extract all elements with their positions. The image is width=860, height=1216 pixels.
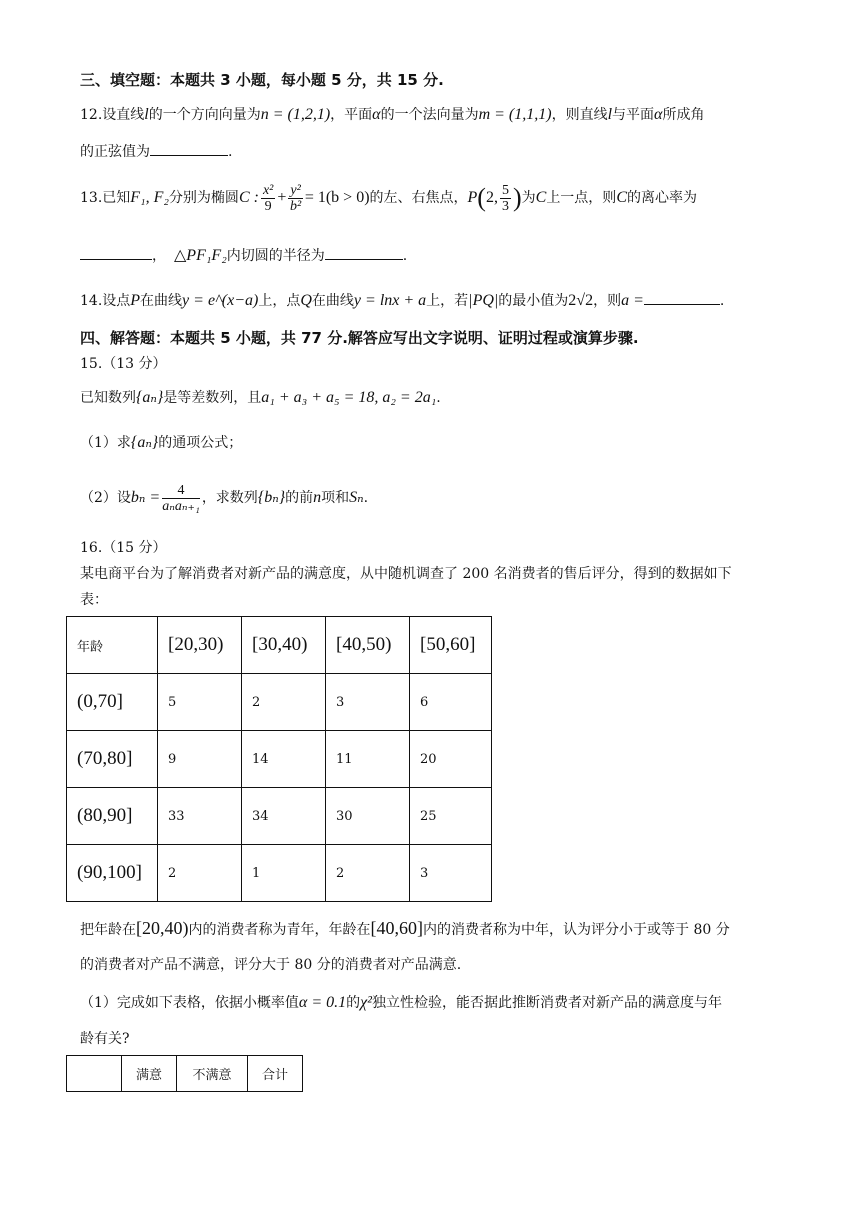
q15-sn: Sₙ bbox=[349, 489, 364, 506]
table-score-cell: (90,100] bbox=[67, 845, 158, 902]
table-age-col: [30,40) bbox=[242, 617, 326, 674]
survey-table bbox=[66, 616, 492, 902]
table-cell: 2 bbox=[242, 674, 326, 731]
q14-text: 在曲线 bbox=[140, 293, 183, 309]
q14-text: 上，若 bbox=[426, 293, 469, 309]
q12-line-l: l bbox=[607, 106, 613, 123]
q16-chi-square: χ² bbox=[360, 994, 372, 1011]
q16-text: （1）完成如下表格，依据小概率值 bbox=[80, 995, 299, 1011]
q12-plane-alpha: α bbox=[654, 106, 663, 123]
q15-text: 是等差数列，且 bbox=[163, 390, 262, 406]
q16-young-range: [20,40) bbox=[136, 918, 189, 938]
q14-text: ，则 bbox=[593, 293, 622, 309]
q12-text: 的正弦值为 bbox=[80, 144, 150, 160]
q14-point-q: Q bbox=[300, 292, 312, 309]
contingency-header-row bbox=[67, 1056, 303, 1092]
table-cell: 25 bbox=[410, 788, 492, 845]
table-cell: 34 bbox=[242, 788, 326, 845]
q12-text: 12.设直线 bbox=[80, 107, 145, 123]
q13-text: . bbox=[402, 248, 408, 264]
q15-text: 已知数列 bbox=[80, 390, 136, 406]
q13-text: 的离心率为 bbox=[626, 190, 697, 206]
table-age-col: [20,30) bbox=[158, 617, 242, 674]
question-16-stem-line1: 某电商平台为了解消费者对新产品的满意度，从中随机调查了 200 名消费者的售后评分，得到的数据如下 bbox=[80, 566, 732, 582]
q13-eccentricity-blank[interactable] bbox=[80, 245, 152, 260]
q15-text: （1）求 bbox=[80, 435, 131, 451]
question-15-part1 bbox=[80, 433, 242, 453]
q16-middle-range: [40,60] bbox=[370, 918, 423, 938]
q14-text: 的最小值为 bbox=[498, 293, 569, 309]
contingency-header-total: 合计 bbox=[248, 1056, 303, 1092]
section3-heading: 三、填空题：本题共 3 小题，每小题 5 分，共 15 分. bbox=[80, 71, 444, 89]
q13-text: 上一点，则 bbox=[546, 190, 617, 206]
q15-bn-def: bₙ = bbox=[130, 489, 161, 506]
q14-curve-2: y = lnx + a bbox=[353, 292, 427, 309]
table-cell: 2 bbox=[158, 845, 242, 902]
q13-ellipse-condition: = 1(b > 0) bbox=[304, 189, 370, 206]
q15-n: n bbox=[313, 489, 322, 506]
q12-normal-vector: m = (1,1,1) bbox=[478, 106, 552, 123]
q14-answer-blank[interactable] bbox=[644, 290, 720, 305]
q12-answer-blank[interactable] bbox=[150, 141, 228, 156]
q12-text: 所成角 bbox=[662, 107, 705, 123]
q14-text: 14.设点 bbox=[80, 293, 131, 309]
table-row bbox=[67, 674, 492, 731]
table-cell: 2 bbox=[326, 845, 410, 902]
q13-text: 为 bbox=[521, 190, 536, 206]
table-age-col: [50,60] bbox=[410, 617, 492, 674]
q13-fraction-five-thirds: $\frac{5}{3}$ bbox=[501, 182, 509, 214]
q13-point-x: 2, bbox=[485, 189, 498, 206]
q12-text: ，则直线 bbox=[551, 107, 608, 123]
q16-text: 内的消费者称为中年，认为评分小于或等于 80 分 bbox=[423, 922, 730, 938]
q15-text: 项和 bbox=[321, 490, 350, 506]
table-cell: 14 bbox=[242, 731, 326, 788]
q14-min-value: 2√2 bbox=[568, 292, 594, 309]
question-15-stem bbox=[80, 388, 441, 408]
table-cell: 11 bbox=[326, 731, 410, 788]
q16-text: 把年龄在 bbox=[80, 922, 136, 938]
q15-sequence-b: {bₙ} bbox=[257, 489, 286, 506]
table-header-row bbox=[67, 617, 492, 674]
table-cell: 1 bbox=[242, 845, 326, 902]
table-score-cell: (70,80] bbox=[67, 731, 158, 788]
question-13-line2 bbox=[80, 245, 407, 266]
q14-point-p: P bbox=[130, 292, 141, 309]
q13-text: 分别为椭圆 bbox=[168, 190, 239, 206]
q15-text: . bbox=[363, 490, 369, 506]
q16-alpha-value: α = 0.1 bbox=[298, 994, 347, 1011]
q13-ellipse-c: C bbox=[616, 189, 627, 206]
question-16-part1-line1 bbox=[80, 993, 722, 1013]
question-14 bbox=[80, 290, 724, 311]
question-12-line2 bbox=[80, 141, 232, 162]
q12-text: 与平面 bbox=[612, 107, 655, 123]
table-row bbox=[67, 731, 492, 788]
q13-radius-blank[interactable] bbox=[325, 245, 403, 260]
q15-text: . bbox=[436, 390, 441, 406]
table-cell: 30 bbox=[326, 788, 410, 845]
table-age-col: [40,50) bbox=[326, 617, 410, 674]
q15-text: （2）设 bbox=[80, 490, 131, 506]
question-16-label: 16.（15 分） bbox=[80, 540, 167, 556]
q12-plane-alpha: α bbox=[372, 106, 381, 123]
q13-fraction-y: $\frac{\text{y²}}{\text{b²}}$ bbox=[290, 182, 302, 214]
table-cell: 9 bbox=[158, 731, 242, 788]
q13-foci: F₁, F₂ bbox=[130, 189, 169, 206]
question-12-line1 bbox=[80, 105, 704, 125]
q14-text: 上，点 bbox=[258, 293, 301, 309]
q15-fraction: $\frac{4}{\text{aₙaₙ₊₁}}$ bbox=[162, 482, 200, 514]
q13-text: 内切圆的半径为 bbox=[226, 248, 325, 264]
table-score-cell: (0,70] bbox=[67, 674, 158, 731]
section4-heading: 四、解答题：本题共 5 小题，共 77 分.解答应写出文字说明、证明过程或演算步骤. bbox=[80, 329, 639, 347]
q13-ellipse-label: C : bbox=[238, 189, 259, 206]
table-cell: 20 bbox=[410, 731, 492, 788]
contingency-table bbox=[66, 1055, 303, 1092]
q12-text: 的一个方向向量为 bbox=[148, 107, 261, 123]
table-cell: 33 bbox=[158, 788, 242, 845]
contingency-header-unsatisfied: 不满意 bbox=[177, 1056, 248, 1092]
table-cell: 3 bbox=[410, 845, 492, 902]
q13-text: ， bbox=[152, 248, 166, 264]
q12-text: 的一个法向量为 bbox=[380, 107, 479, 123]
q16-text: 的 bbox=[346, 995, 361, 1011]
question-15-part2 bbox=[80, 478, 368, 518]
q13-point-p: P bbox=[467, 189, 478, 206]
q13-text: 13.已知 bbox=[80, 190, 131, 206]
q14-text: 在曲线 bbox=[311, 293, 354, 309]
question-13-line1: 13.已知F₁, F₂分别为椭圆C : $\frac{\text{x²}}{9}$ + $\frac{\text{y²}}{\text{b²}}$ = 1(b > 0)的左、右焦点，P(2, $\frac{5}{3}$ )为C上一点，则C的离心率为 bbox=[80, 182, 697, 214]
q14-distance-pq: |PQ| bbox=[468, 292, 499, 309]
table-cell: 3 bbox=[326, 674, 410, 731]
q13-ellipse-c: C bbox=[535, 189, 547, 206]
question-16-part1-line2: 龄有关? bbox=[80, 1031, 130, 1047]
contingency-blank-cell[interactable] bbox=[67, 1056, 122, 1092]
q13-triangle: △PF₁F₂ bbox=[174, 247, 227, 264]
table-corner: 年龄 bbox=[67, 617, 158, 674]
q15-text: ，求数列 bbox=[201, 490, 258, 506]
q15-sequence-a: {aₙ} bbox=[136, 389, 164, 406]
table-row bbox=[67, 788, 492, 845]
q12-direction-vector: n = (1,2,1) bbox=[260, 106, 331, 123]
question-16-definition-line2: 的消费者对产品不满意，评分大于 80 分的消费者对产品满意. bbox=[80, 957, 462, 973]
question-16-stem-line2: 表： bbox=[80, 592, 108, 608]
table-cell: 5 bbox=[158, 674, 242, 731]
q13-text: 的左、右焦点， bbox=[369, 190, 468, 206]
q16-text: 独立性检验，能否据此推断消费者对新产品的满意度与年 bbox=[371, 995, 722, 1011]
q13-fraction-x: $\frac{\text{x²}}{9}$ bbox=[262, 182, 274, 214]
q15-text: 的前 bbox=[285, 490, 314, 506]
q15-text: 的通项公式； bbox=[158, 435, 243, 451]
q14-curve-1: y = e^(x−a) bbox=[182, 292, 259, 309]
q14-text: . bbox=[719, 293, 725, 309]
question-15-label: 15.（13 分） bbox=[80, 356, 167, 372]
q12-text: ，平面 bbox=[330, 107, 373, 123]
table-row bbox=[67, 845, 492, 902]
q15-sequence-a: {aₙ} bbox=[130, 434, 159, 451]
table-cell: 6 bbox=[410, 674, 492, 731]
table-score-cell: (80,90] bbox=[67, 788, 158, 845]
q12-line-l: l bbox=[144, 106, 149, 123]
contingency-header-satisfied: 满意 bbox=[122, 1056, 177, 1092]
q15-condition: a₁ + a₃ + a₅ = 18, a₂ = 2a₁ bbox=[261, 389, 437, 406]
question-16-definition-line1 bbox=[80, 918, 730, 940]
q12-text: . bbox=[228, 144, 233, 160]
q16-text: 内的消费者称为青年，年龄在 bbox=[188, 922, 371, 938]
q14-a-equals: a = bbox=[621, 292, 644, 309]
